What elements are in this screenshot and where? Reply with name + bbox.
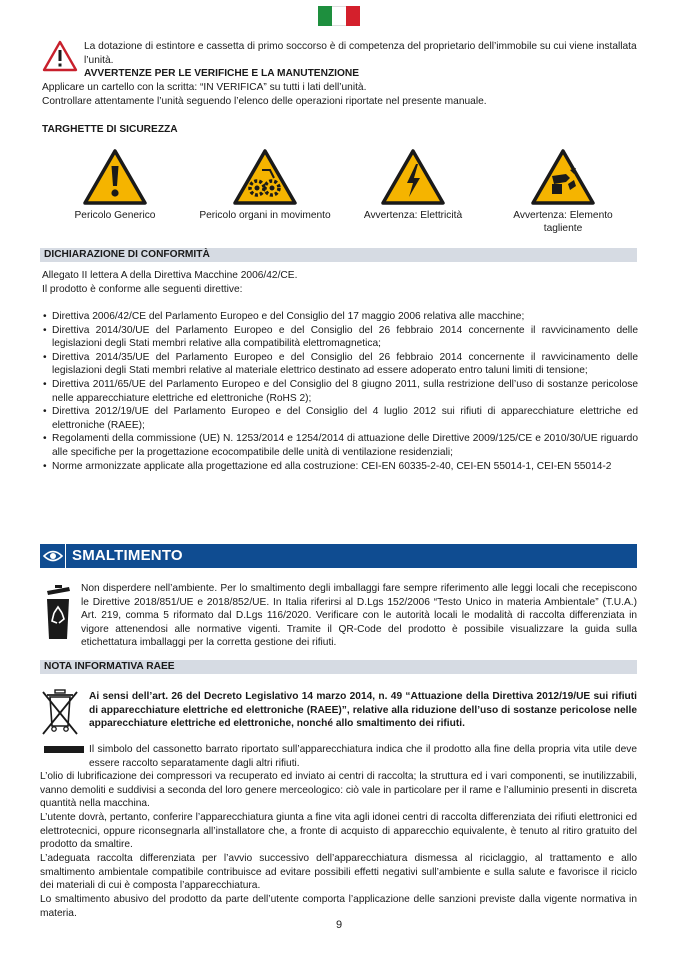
raee-legal-text: Ai sensi dell’art. 26 del Decreto Legislativo 14 marzo 2014, n. 49 “Attuazione della Direttiva 2012/19/UE sui rifiuti di apparecchiature elettriche ed elettroniche (RAEE)”, relative alla riduzione dell’uso di sostanze pericolose nelle apparecchiature elettriche ed elettroniche, nonché allo smaltimento dei rifiuti.	[89, 691, 637, 730]
electricity-warning-icon	[380, 148, 446, 206]
flag-red-stripe	[346, 6, 360, 26]
eye-icon	[40, 544, 66, 568]
sign-label: Avvertenza: Elemento tagliente	[513, 210, 613, 234]
raee-p2: L’olio di lubrificazione dei compressori va recuperato ed inviato ai centri di raccolta; la struttura ed i vari componenti, se inutilizzabili, vanno demoliti e suddivisi a seconda del loro genere merceologico: ciò vale in particolare per il rame e l’alluminio presenti in discreta quantità nella macchina.	[40, 771, 637, 810]
intro-warning-block	[42, 40, 642, 81]
list-item: • Direttiva 2014/30/UE del Parlamento Europeo e del Consiglio del 26 febbraio 2014 concernente il ravvicinamento delle legislazioni degli Stati membri relative alla compatibilità elettromagnetica;	[42, 324, 638, 351]
flag-white-stripe	[332, 6, 346, 26]
raee-title: NOTA INFORMATIVA RAEE	[40, 660, 637, 674]
list-item: • Norme armonizzate applicate alla progettazione ed alla costruzione: CEI-EN 60335-2-40, CEI-EN 55014-1, CEI-EN 55014-2	[42, 460, 638, 474]
disposal-text: Non disperdere nell’ambiente. Per lo smaltimento degli imballaggi fare sempre riferimento alle leggi locali che recepiscono le Direttive 2018/851/UE e 2018/852/UE. In Italia riferirsi al D.Lgs 152/2006 “Testo Unico in materia Ambientale” (T.U.A.) Art. 219, comma 5 riformato dal D.Lgs 116/2020. Verificare con le autorità locali le modalità di raccolta differenziata in vigore attenendosi alle normative vigenti. Tramite il QR-Code del prodotto è possibile visualizzare la guida sulla etichettatura imballaggi per la corretta gestione dei rifiuti.	[81, 583, 637, 649]
intro-line-3: Controllare attentamente l’unità seguendo l’elenco delle operazioni riportate nel presente manuale.	[42, 96, 487, 107]
list-item: • Direttiva 2014/35/UE del Parlamento Europeo e del Consiglio del 26 febbraio 2014 concernente il ravvicinamento delle legislazioni degli Stati membri relative al materiale elettrico destinato ad essere adoperato entro taluni limiti di tensione;	[42, 351, 638, 378]
exclamation-warning-icon	[82, 148, 148, 206]
black-bar-symbol	[44, 746, 84, 753]
disposal-title: SMALTIMENTO	[72, 547, 183, 565]
list-item: • Direttiva 2012/19/UE del Parlamento Europeo e del Consiglio del 4 luglio 2012 sui rifiuti di apparecchiature elettriche ed elettroniche (RAEE);	[42, 405, 638, 432]
recycle-bin-icon	[42, 585, 74, 643]
list-item: • Regolamenti della commissione (UE) N. 1253/2014 e 1254/2014 di attuazione delle Direttive 2009/125/CE e 2010/30/UE riguardo alle specifiche per la progettazione ecocompatibile delle unità di ventilazione residenziali;	[42, 432, 638, 459]
italian-flag	[318, 6, 360, 26]
page-number: 9	[335, 919, 343, 931]
list-item: • Direttiva 2011/65/UE del Parlamento Europeo e del Consiglio del 8 giugno 2011, sulla restrizione dell’uso di sostanze pericolose nelle apparecchiature elettriche ed elettroniche (RoHS 2);	[42, 378, 638, 405]
sign-electricity	[350, 148, 476, 222]
intro-line-1: La dotazione di estintore e cassetta di primo soccorso è di competenza del proprietario dell’immobile su cui viene installata l’unità.	[84, 41, 637, 66]
warning-triangle-icon	[42, 40, 78, 72]
sign-general-danger	[60, 148, 170, 222]
raee-p5: Lo smaltimento abusivo del prodotto da parte dell’utente comporta l’applicazione delle sanzioni previste dalla vigente normativa in materia.	[40, 894, 637, 919]
sign-label: Pericolo Generico	[74, 210, 156, 221]
directives-list	[42, 310, 638, 473]
sign-moving-parts	[190, 148, 340, 222]
raee-p3: L’utente dovrà, pertanto, conferire l’apparecchiatura giunta a fine vita agli idonei centri di raccolta differenziata dei rifiuti elettronici ed elettrotecnici, oppure riconsegnarla all’installatore che, a fronte di acquisto di apparecchio equivalente, è tenuto al ritiro gratuito del prodotto da smaltire.	[40, 812, 637, 851]
conformity-p2: Il prodotto è conforme alle seguenti direttive:	[42, 284, 243, 295]
raee-p1: Il simbolo del cassonetto barrato riportato sull’apparecchiatura indica che il prodotto alla fine della propria vita utile deve essere raccolto separatamente dagli altri rifiuti.	[89, 744, 637, 769]
sign-label: Avvertenza: Elettricità	[363, 210, 463, 221]
sign-sharp-element	[502, 148, 624, 235]
raee-p4: L’adeguata raccolta differenziata per l’avvio successivo dell’apparecchiatura dismessa al riciclaggio, al trattamento e allo smaltimento ambientale compatibile contribuisce ad evitare possibili effetti negativi sull’ambiente e sulla salute e favorisce il riciclo dei materiali di cui è composta l’apparecchiatura.	[40, 853, 637, 892]
flag-green-stripe	[318, 6, 332, 26]
intro-line-2: Applicare un cartello con la scritta: “IN VERIFICA” su tutti i lati dell’unità.	[42, 82, 367, 93]
safety-signs-row	[42, 148, 638, 240]
maintenance-heading: AVVERTENZE PER LE VERIFICHE E LA MANUTENZIONE	[84, 68, 360, 80]
safety-signs-title: TARGHETTE DI SICUREZZA	[42, 124, 178, 135]
disposal-section-header	[40, 544, 637, 568]
list-item: • Direttiva 2006/42/CE del Parlamento Europeo e del Consiglio del 17 maggio 2006 relativa alle macchine;	[42, 310, 638, 324]
sign-label: Pericolo organi in movimento	[199, 210, 331, 221]
gears-warning-icon	[232, 148, 298, 206]
sharp-element-warning-icon	[530, 148, 596, 206]
conformity-p1: Allegato II lettera A della Direttiva Macchine 2006/42/CE.	[42, 270, 298, 281]
crossed-bin-icon	[40, 688, 80, 736]
conformity-title: DICHIARAZIONE DI CONFORMITÀ	[40, 248, 637, 262]
